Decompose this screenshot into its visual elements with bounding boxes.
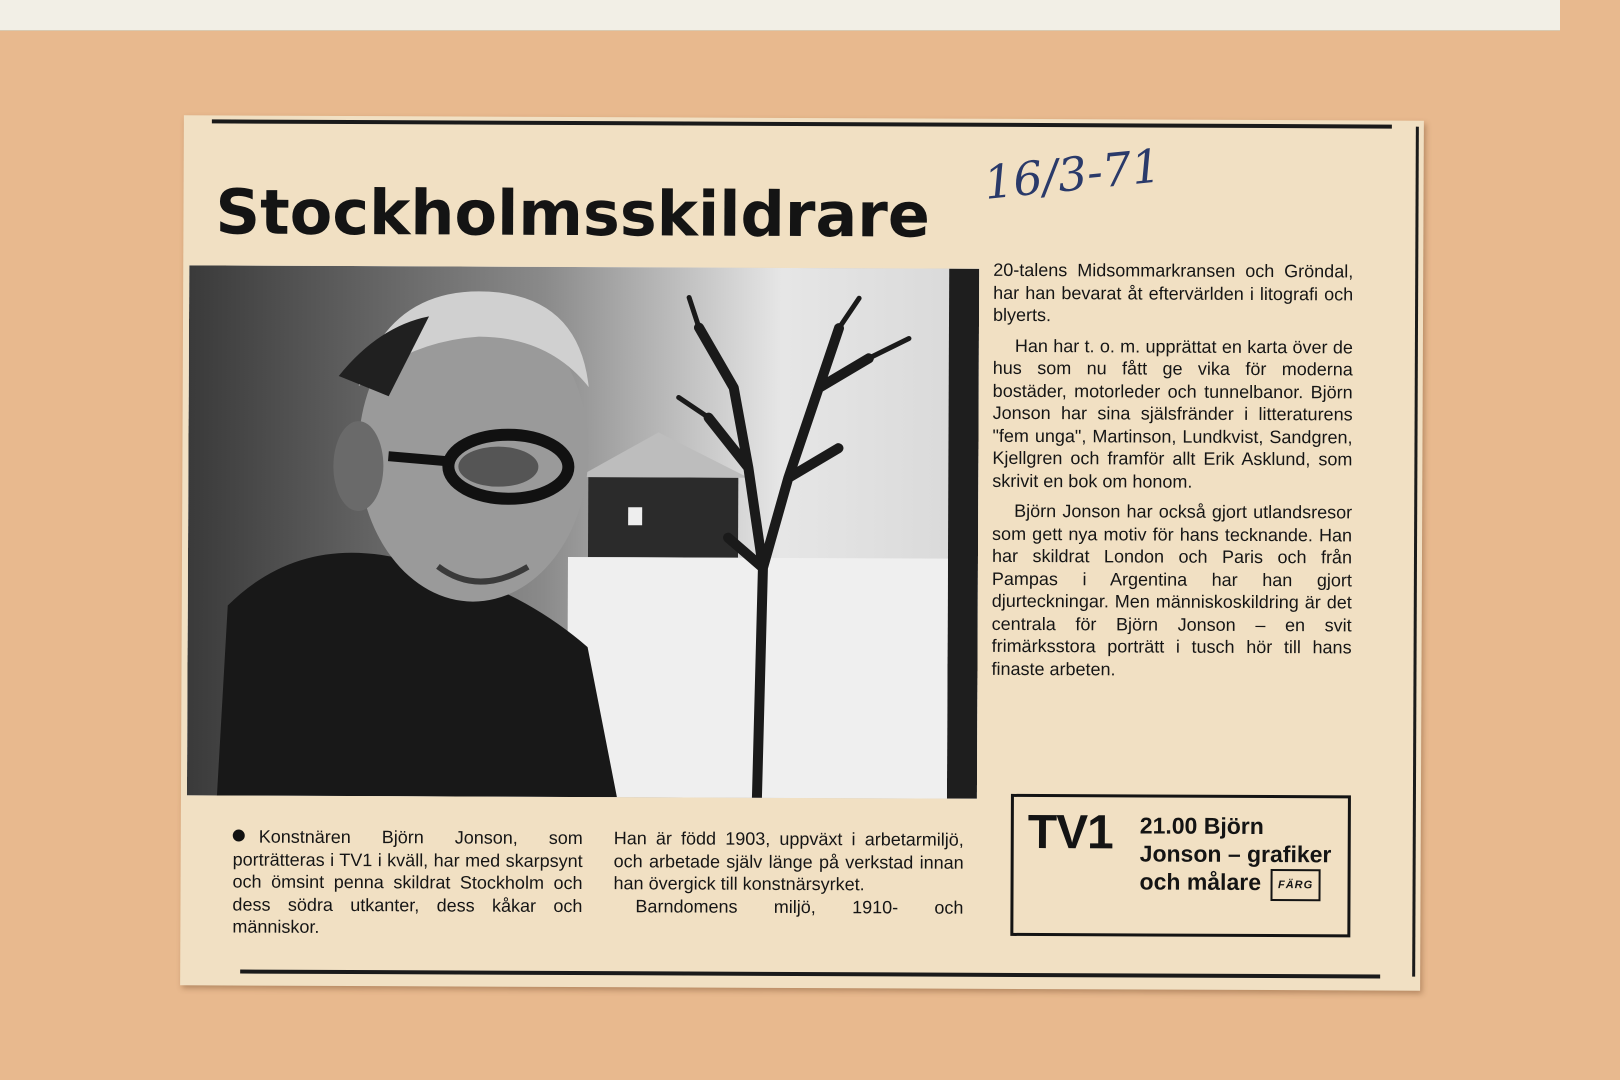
portrait-photo: [187, 265, 979, 798]
photo-caption-column-1: [232, 826, 582, 940]
photo-caption-column-2: [613, 827, 963, 919]
newspaper-clipping: [180, 115, 1424, 990]
headline: Stockholmsskildrare: [215, 175, 931, 252]
bullet-icon: [233, 830, 245, 842]
body-paragraph-2: Han har t. o. m. upprättat en karta över de hus som nu fått ge vika för moderna bostäder, motorleder och tunnelbanor. Björn Jonson har sina själsfränder i litteraturens "fem unga", Martinson, Lundkvist, Sandgren, Kjellgren och framför allt Erik Asklund, som skrivit en bok om honom.: [992, 335, 1353, 492]
portrait-photo-graphic: [187, 265, 979, 798]
farg-badge: FÄRG: [1271, 869, 1320, 901]
caption-text-3: Barndomens miljö, 1910- och: [635, 895, 964, 918]
bottom-rule: [240, 970, 1380, 979]
article-body-column: [991, 259, 1353, 690]
right-rule: [1412, 127, 1419, 977]
tv-time-title: 21.00 Björn Jonson – grafiker och målare: [1139, 812, 1332, 896]
body-paragraph-1: 20-talens Midsommarkransen och Gröndal, har han bevarat åt eftervärlden i litografi och blyerts.: [992, 259, 1354, 326]
body-paragraph-3: Björn Jonson har också gjort utlandsresor som gett nya motiv för hans tecknande. Han har skildrat London och Paris och från Pampas i Argentina har han gjort djurteckningar. Men människoskildring är det centrala för Björn Jonson – en svit frimärksstora porträtt i tusch hör till hans finaste arbeten.: [991, 500, 1353, 679]
caption-text-2: Han är född 1903, uppväxt i arbetarmiljö, och arbetade själv länge på verkstad innan han övergick till konstnärsyrket.: [613, 828, 964, 895]
tv-listing-box: [1010, 794, 1351, 937]
top-rule: [212, 119, 1392, 128]
handwritten-date: 16/3-71: [981, 138, 1164, 210]
tv-channel-logo: TV1: [1027, 805, 1113, 860]
caption-text-1: Konstnären Björn Jonson, som porträtteras i TV1 i kväll, har med skarpsynt och ömsint penna skildrat Stockholm och dess södra utkanter, dess kåkar och människor.: [232, 826, 583, 937]
tv-listing-text: [1139, 811, 1339, 901]
top-paper-edge: [0, 0, 1560, 31]
